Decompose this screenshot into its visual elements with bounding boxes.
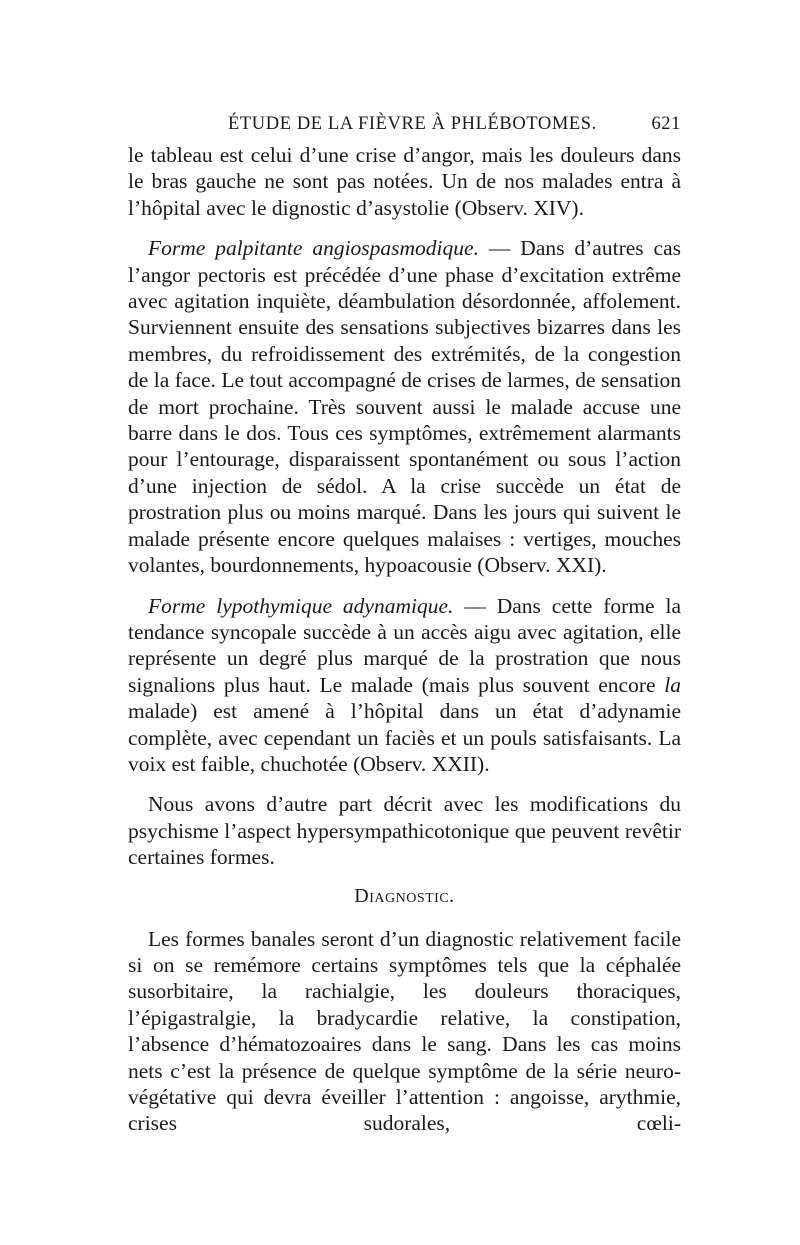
paragraph-text: — Dans cette forme la tendance syncopale succède à un accès aigu avec agitation, elle représente un degré plus marqué de la prostration que nous signalions plus haut. Le malade (mais plus souvent encore bbox=[128, 593, 681, 697]
paragraph-gap bbox=[128, 777, 681, 791]
paragraph-text: malade) est amené à l’hôpital dans un état d’adynamie complète, avec cependant un faciès et un pouls satisfaisants. La voix est faible, chuchotée (Observ. XXII). bbox=[128, 699, 681, 776]
paragraph-text: — Dans d’autres cas l’angor pectoris est précédée d’une phase d’excitation extrême avec agitation inquiète, déambulation désordonnée, affolement. Surviennent ensuite des sensations subjectives bizarres dans les membres, du refroidissement des extrémités, de la congestion de la face. Le tout accompagné de crises de larmes, de sensation de mort prochaine. Très souvent aussi le malade accuse une barre dans le dos. Tous ces symptômes, extrêmement alarmants pour l’entourage, disparaissent spontanément ou sous l’action d’une injection de sédol. A la crise succède un état de prostration plus ou moins marqué. Dans les jours qui suivent le malade présente encore quelques malaises : vertiges, mouches volantes, bourdonnements, hypoacousie (Observ. XXI). bbox=[128, 236, 681, 578]
paragraph-hypersympathicotonique bbox=[128, 791, 681, 870]
paragraph-angor-continuation bbox=[128, 142, 681, 221]
paragraph-forme-palpitante bbox=[128, 235, 681, 578]
paragraph-diagnostic bbox=[128, 926, 681, 1137]
paragraph-forme-lypothymique bbox=[128, 593, 681, 778]
paragraph-heading-italic: Forme lypothymique adynamique. bbox=[148, 593, 454, 618]
paragraph-gap bbox=[128, 579, 681, 593]
book-page bbox=[128, 108, 681, 1137]
paragraph-text: Les formes banales seront d’un diagnostic relativement facile si on se remémore certains symptômes tels que la céphalée susorbitaire, la rachialgie, les douleurs thoraciques, l’épigastralgie, la bradycardie relative, la constipation, l’absence d’hématozoaires dans le sang. Dans les cas moins nets c’est la présence de quelque symptôme de la série neuro-végétative qui devra éveiller l’attention : angoisse, arythmie, crises sudorales, cœli- bbox=[128, 926, 681, 1136]
paragraph-gap bbox=[128, 221, 681, 235]
running-title: ÉTUDE DE LA FIÈVRE À PHLÉBOTOMES. bbox=[228, 114, 597, 134]
paragraph-text: Nous avons d’autre part décrit avec les modifications du psychisme l’aspect hypersympathicotonique que peuvent revêtir certaines formes. bbox=[128, 792, 681, 870]
paragraph-text: le tableau est celui d’une crise d’angor, mais les douleurs dans le bras gauche ne sont pas notées. Un de nos malades entra à l’hôpital avec le dignostic d’asystolie (Observ. XIV). bbox=[128, 143, 681, 220]
italic-word: la bbox=[664, 672, 681, 697]
section-heading-diagnostic: Diagnostic. bbox=[354, 884, 455, 907]
page-number: 621 bbox=[651, 114, 681, 134]
paragraph-heading-italic: Forme palpitante angiospasmodique. bbox=[148, 236, 479, 261]
running-header bbox=[128, 108, 681, 142]
